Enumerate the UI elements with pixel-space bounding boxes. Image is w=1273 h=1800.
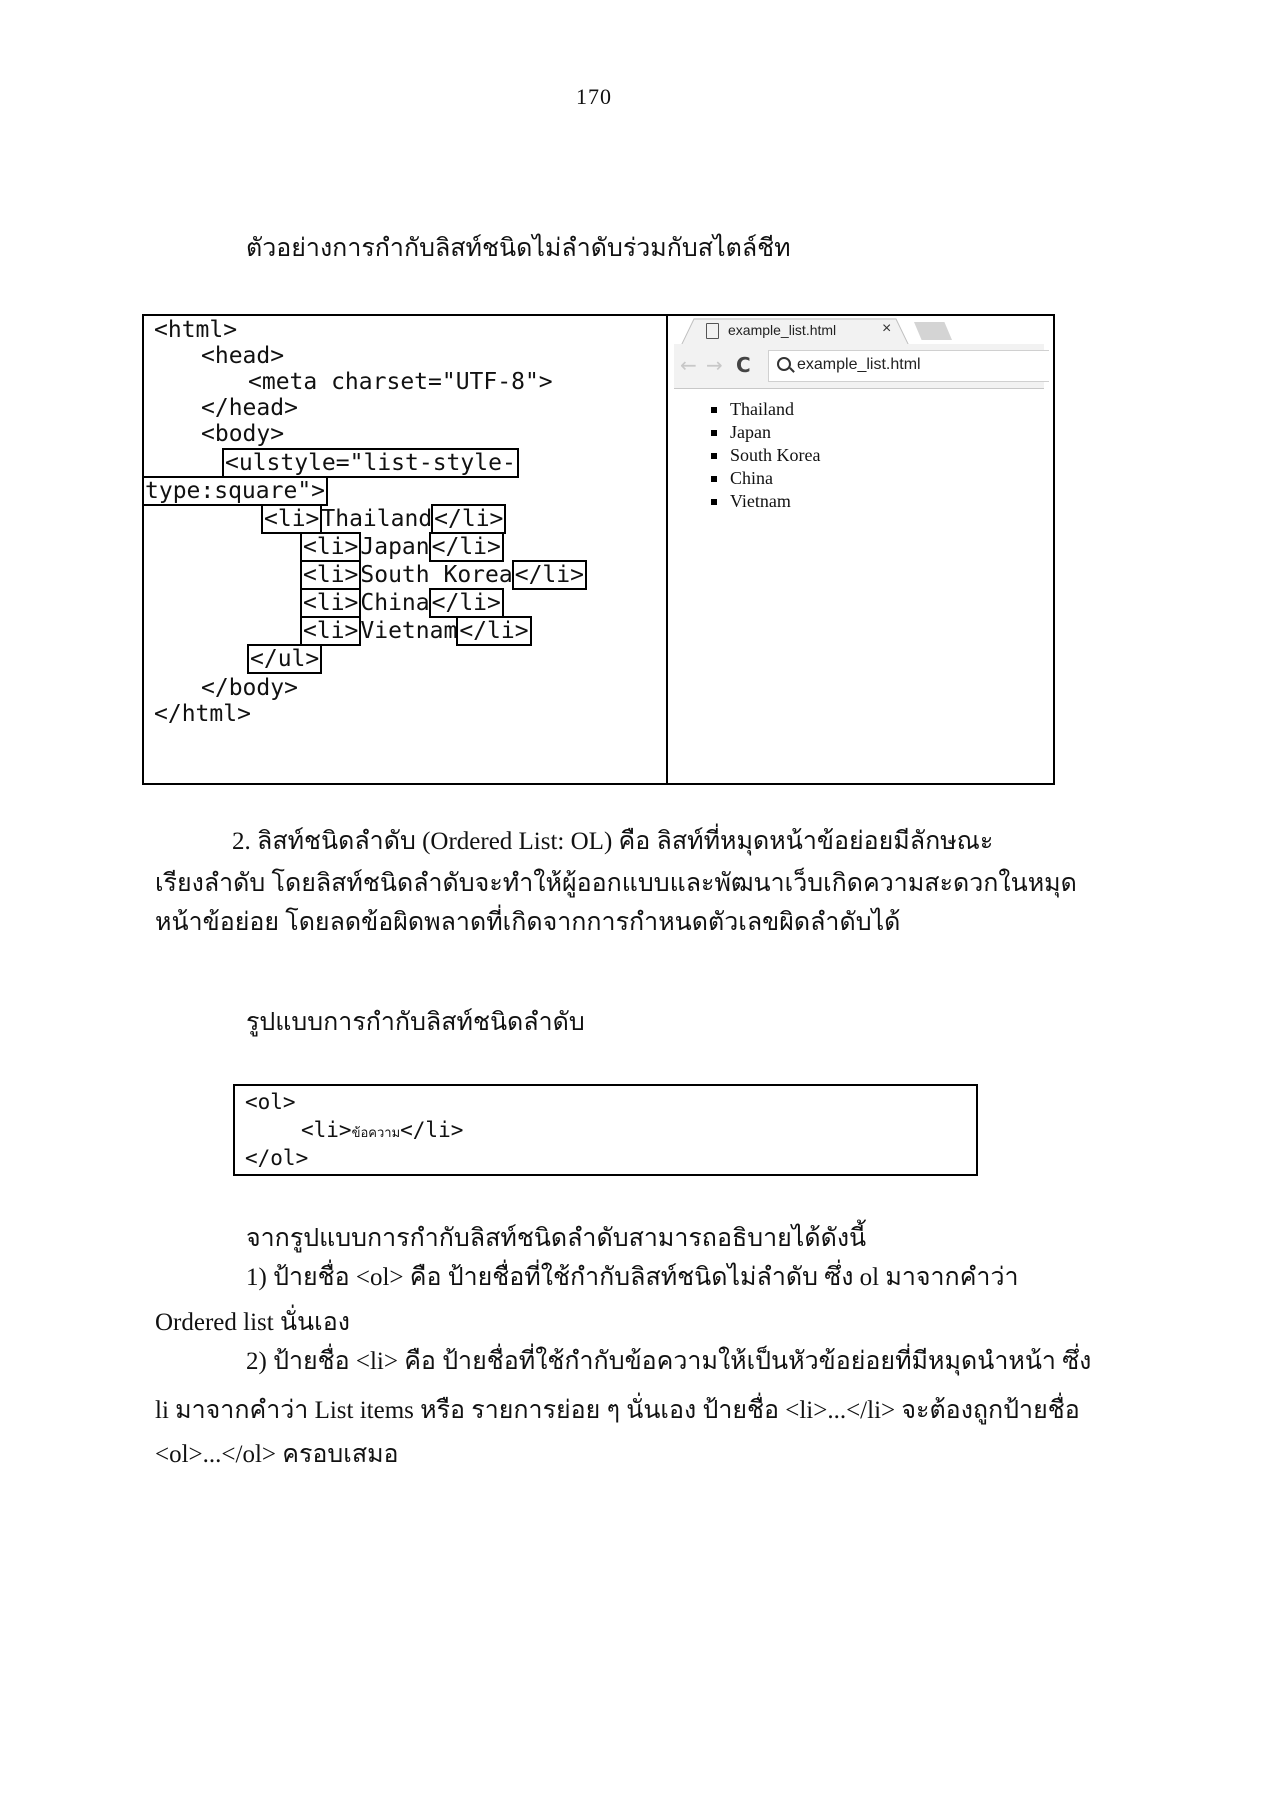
li-text: China: [360, 590, 430, 616]
explanation-intro: จากรูปแบบการกำกับลิสท์ชนิดลำดับสามารถอธิบายได้ดังนี้: [246, 1225, 867, 1252]
section2-line3: หน้าข้อย่อย โดยลดข้อผิดพลาดที่เกิดจากการกำหนดตัวเลขผิดลำดับได้: [155, 909, 901, 936]
explanation-item1-line1: 1) ป้ายชื่อ <ol> คือ ป้ายชื่อที่ใช้กำกับลิสท์ชนิดไม่ลำดับ ซึ่ง ol มาจากคำว่า: [246, 1264, 1019, 1291]
code-line: <meta charset="UTF-8">: [248, 369, 553, 395]
search-icon: [777, 357, 791, 371]
li-open-tag: <li>: [261, 504, 322, 534]
example-heading: ตัวอย่างการกำกับลิสท์ชนิดไม่ลำดับร่วมกับสไตล์ชีท: [246, 235, 791, 262]
example-figure: [142, 314, 1055, 785]
code-line: </body>: [201, 675, 298, 701]
rendered-square-list: [708, 398, 820, 513]
li-text: Thailand: [321, 506, 433, 532]
page-number: 170: [576, 84, 612, 109]
li-text: South Korea: [360, 562, 513, 588]
section2-line1: 2. ลิสท์ชนิดลำดับ (Ordered List: OL) คือ ลิสท์ที่หมุดหน้าข้อย่อยมีลักษณะ: [232, 828, 994, 855]
browser-toolbar: [674, 344, 1044, 389]
li-close-tag: </li>: [431, 504, 506, 534]
list-item: China: [708, 467, 820, 490]
code-line: <html>: [154, 317, 238, 343]
li-text: Vietnam: [360, 618, 458, 644]
syntax-code-box: [233, 1084, 978, 1176]
syntax-open: <ol>: [245, 1090, 296, 1114]
ul-open-tag: <ulstyle="list-style-: [222, 448, 519, 478]
list-item: South Korea: [708, 444, 820, 467]
li-close-tag: </li>: [456, 616, 531, 646]
tab-title: example_list.html: [728, 322, 837, 338]
list-item: Thailand: [708, 398, 820, 421]
code-li-row: [301, 615, 531, 647]
explanation-item2-line2: li มาจากคำว่า List items หรือ รายการย่อย ๆ นั่นเอง ป้ายชื่อ <li>...</li> จะต้องถูกป้ายชื่อ: [155, 1397, 1080, 1424]
li-open-tag: <li>: [300, 616, 361, 646]
li-open-tag: <li>: [301, 1118, 352, 1142]
li-close-tag: </li>: [429, 588, 504, 618]
syntax-heading: รูปแบบการกำกับลิสท์ชนิดลำดับ: [246, 1009, 585, 1036]
li-placeholder: ข้อความ: [351, 1126, 401, 1141]
url-text[interactable]: example_list.html: [797, 356, 921, 373]
address-bar[interactable]: [768, 350, 1049, 382]
code-pane: [144, 316, 668, 783]
ul-close-tag: </ul>: [247, 644, 322, 674]
list-item: Japan: [708, 421, 820, 444]
explanation-item2-line1: 2) ป้ายชื่อ <li> คือ ป้ายชื่อที่ใช้กำกับข้อความให้เป็นหัวข้อย่อยที่มีหมุดนำหน้า ซึ่ง: [246, 1348, 1092, 1375]
li-close-tag: </li>: [400, 1118, 464, 1142]
ul-style-attr: type:square">: [142, 476, 328, 506]
explanation-item2-line3: <ol>...</ol> ครอบเสมอ: [155, 1441, 399, 1468]
forward-arrow-icon[interactable]: →: [706, 353, 723, 377]
list-item: Vietnam: [708, 490, 820, 513]
code-line: </html>: [154, 701, 251, 727]
li-open-tag: <li>: [300, 560, 361, 590]
back-arrow-icon[interactable]: ←: [680, 353, 697, 377]
browser-screenshot: [668, 316, 1053, 783]
reload-icon[interactable]: C: [736, 353, 751, 377]
li-close-tag: </li>: [429, 532, 504, 562]
li-open-tag: <li>: [300, 532, 361, 562]
code-line: <head>: [201, 343, 285, 369]
explanation-item1-line2: Ordered list นั่นเอง: [155, 1309, 350, 1336]
section2-line2: เรียงลำดับ โดยลิสท์ชนิดลำดับจะทำให้ผู้ออกแบบและพัฒนาเว็บเกิดความสะดวกในหมุด: [155, 870, 1077, 897]
li-text: Japan: [360, 534, 430, 560]
code-line: </head>: [201, 395, 298, 421]
new-tab-button[interactable]: [914, 322, 952, 340]
close-icon[interactable]: ×: [882, 320, 892, 337]
file-icon: [706, 323, 719, 339]
syntax-li-row: [301, 1116, 463, 1148]
code-line: <body>: [201, 421, 285, 447]
li-close-tag: </li>: [512, 560, 587, 590]
li-open-tag: <li>: [300, 588, 361, 618]
syntax-close: </ol>: [245, 1146, 309, 1170]
